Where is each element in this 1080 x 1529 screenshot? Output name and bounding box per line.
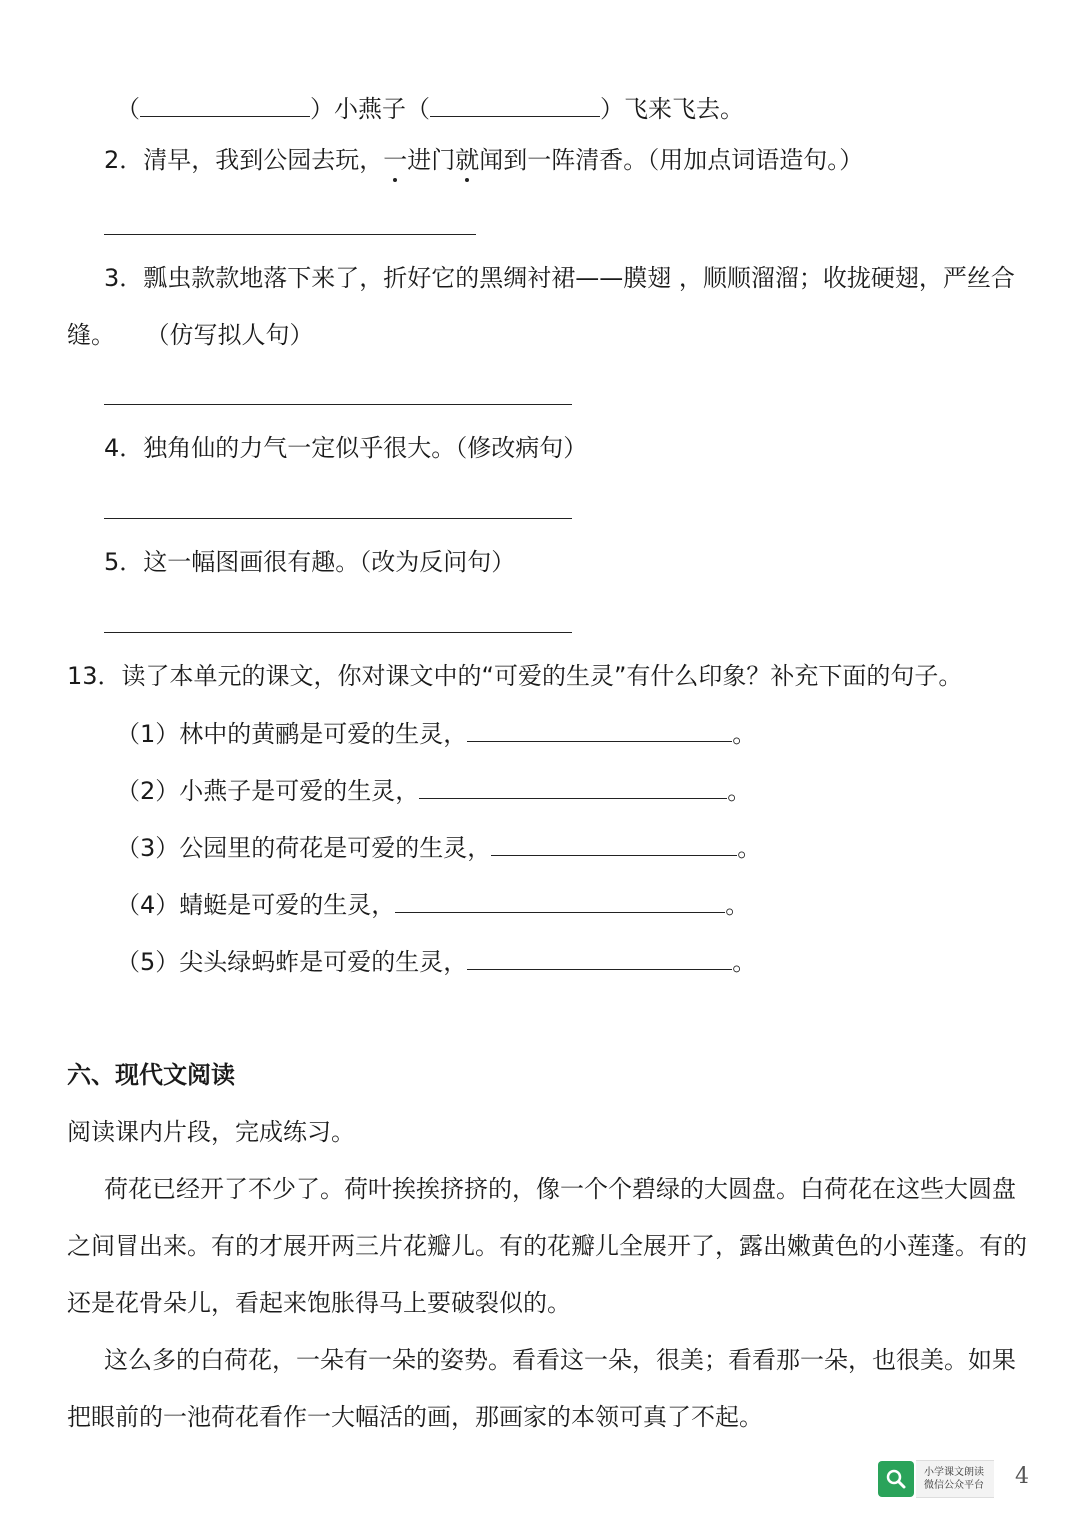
q13-item-3-end: 。: [737, 834, 762, 862]
q4-answer-line[interactable]: [104, 518, 572, 519]
q5-text: 5．这一幅图画很有趣。（改为反问句）: [104, 548, 516, 576]
q3-answer-line[interactable]: [104, 404, 572, 405]
q13-item-1: [116, 717, 756, 750]
q2-dotted-word-2: 就: [455, 146, 480, 174]
q2-pre: 2．清早，我到公园去玩，: [104, 146, 384, 174]
q13-item-5-blank[interactable]: [467, 945, 732, 970]
passage-p2-line-1: 这么多的白荷花，一朵有一朵的姿势。看看这一朵，很美；看看那一朵，也很美。如果: [104, 1346, 1016, 1374]
q4-text: 4．独角仙的力气一定似乎很大。（修改病句）: [104, 434, 588, 462]
q1-blank-1[interactable]: [140, 92, 310, 117]
q13-item-3-blank[interactable]: [491, 831, 737, 856]
q13-item-3-text: （3）公园里的荷花是可爱的生灵，: [116, 834, 492, 862]
q13-item-3: [116, 831, 761, 864]
q1-end: ）飞来飞去。: [600, 95, 744, 123]
q1-middle: ）小燕子（: [310, 95, 430, 123]
section-instruction: 阅读课内片段，完成练习。: [67, 1118, 355, 1146]
search-icon: [878, 1461, 914, 1497]
brand-line-1: 小学课文朗读: [924, 1467, 984, 1478]
q13-item-2-end: 。: [727, 777, 752, 805]
q3-line-1: 3．瓢虫款款地落下来了，折好它的黑绸衬裙——膜翅 ，顺顺溜溜；收拢硬翅，严丝合: [104, 264, 1015, 292]
q13-item-4-end: 。: [725, 891, 750, 919]
q13-item-5-text: （5）尖头绿蚂蚱是可爱的生灵，: [116, 948, 468, 976]
passage-p1-line-1: 荷花已经开了不少了。荷叶挨挨挤挤的，像一个个碧绿的大圆盘。白荷花在这些大圆盘: [104, 1175, 1016, 1203]
q13-item-4-blank[interactable]: [395, 888, 725, 913]
q13-item-5: [116, 945, 756, 978]
q2-mid: 进门: [407, 146, 456, 174]
q13-prompt: 13．读了本单元的课文，你对课文中的“可爱的生灵”有什么印象？补充下面的句子。: [67, 662, 963, 690]
q13-item-1-text: （1）林中的黄鹂是可爱的生灵，: [116, 720, 468, 748]
q13-item-5-end: 。: [732, 948, 757, 976]
q13-item-4-text: （4）蜻蜓是可爱的生灵，: [116, 891, 396, 919]
section-title: 六、现代文阅读: [67, 1061, 235, 1089]
q13-item-1-end: 。: [732, 720, 757, 748]
q13-item-2: [116, 774, 751, 807]
q13-item-4: [116, 888, 749, 921]
footer-brand: [878, 1460, 994, 1498]
page-number: 4: [1015, 1464, 1029, 1489]
q2-post: 闻到一阵清香。（用加点词语造句。）: [479, 146, 864, 174]
q1-line: [116, 92, 744, 125]
q13-item-2-text: （2）小燕子是可爱的生灵，: [116, 777, 420, 805]
q2-answer-line[interactable]: [104, 234, 476, 235]
q13-item-1-blank[interactable]: [467, 717, 732, 742]
q5-answer-line[interactable]: [104, 632, 572, 633]
q2-text: [104, 144, 863, 176]
q3-line-2: 缝。 （仿写拟人句）: [67, 321, 314, 349]
passage-p2-line-2: 把眼前的一池荷花看作一大幅活的画，那画家的本领可真了不起。: [67, 1403, 763, 1431]
brand-label: [916, 1460, 994, 1498]
q13-item-2-blank[interactable]: [419, 774, 727, 799]
q2-dotted-word-1: 一: [383, 146, 408, 174]
passage-p1-line-3: 还是花骨朵儿，看起来饱胀得马上要破裂似的。: [67, 1289, 571, 1317]
q1-blank-2[interactable]: [430, 92, 600, 117]
q1-open: （: [116, 95, 140, 123]
passage-p1-line-2: 之间冒出来。有的才展开两三片花瓣儿。有的花瓣儿全展开了，露出嫩黄色的小莲蓬。有的: [67, 1232, 1027, 1260]
brand-line-2: 微信公众平台: [924, 1480, 984, 1491]
